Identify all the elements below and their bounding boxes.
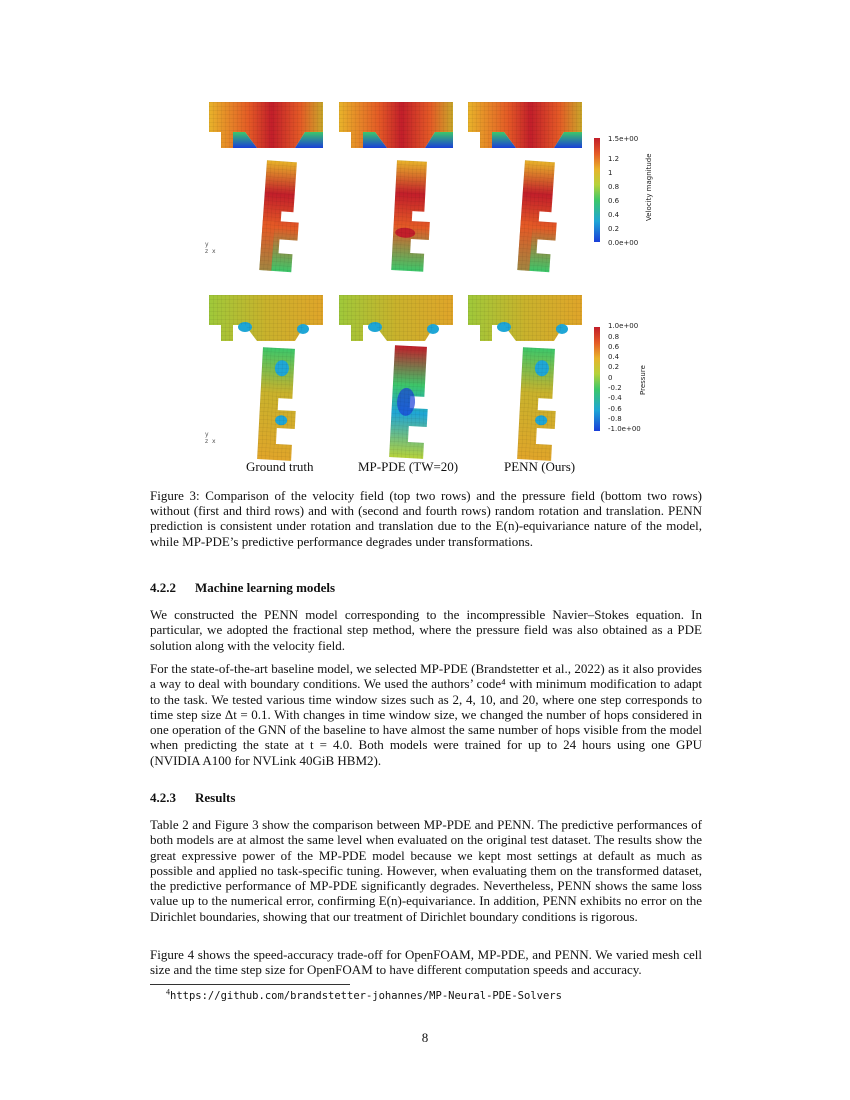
velocity-panel-ground-truth-rotated bbox=[259, 160, 303, 272]
velocity-panel-penn bbox=[468, 102, 582, 148]
pressure-tick: 0.2 bbox=[608, 363, 620, 371]
axes-glyph-pressure: y z x bbox=[205, 431, 216, 445]
footnote-link[interactable]: https://github.com/brandstetter-johannes/MP-Neural-PDE-Solvers bbox=[170, 990, 562, 1002]
velocity-colorbar bbox=[594, 138, 600, 242]
pressure-panel-ground-truth bbox=[209, 295, 323, 341]
velocity-panel-mp-pde-rotated bbox=[391, 160, 433, 272]
footnote-mark: 4 bbox=[166, 987, 170, 997]
velocity-tick: 0.0e+00 bbox=[608, 239, 639, 247]
pressure-panel-ground-truth-rotated bbox=[257, 347, 299, 461]
column-label-mp-pde: MP-PDE (TW=20) bbox=[358, 459, 459, 474]
velocity-tick: 0.6 bbox=[608, 197, 620, 205]
pressure-tick: 0.8 bbox=[608, 333, 620, 341]
pressure-tick: -1.0e+00 bbox=[608, 425, 641, 433]
footnote-divider bbox=[150, 984, 350, 985]
section-title: Machine learning models bbox=[195, 580, 336, 595]
column-label-ground-truth: Ground truth bbox=[246, 459, 314, 474]
section-number: 4.2.3 bbox=[150, 790, 176, 805]
pressure-tick: -0.8 bbox=[608, 415, 622, 423]
footnote bbox=[166, 987, 562, 1002]
figure-3-panels bbox=[195, 95, 665, 480]
section-number: 4.2.2 bbox=[150, 580, 176, 595]
pressure-tick: 0 bbox=[608, 374, 613, 382]
pressure-panel-mp-pde-rotated bbox=[389, 345, 431, 459]
velocity-tick: 0.2 bbox=[608, 225, 620, 233]
pressure-colorbar bbox=[594, 327, 600, 431]
pressure-tick: -0.2 bbox=[608, 384, 622, 392]
paragraph-speed-accuracy: Figure 4 shows the speed-accuracy trade-off for OpenFOAM, MP-PDE, and PENN. We varied mesh cell size and the time step size for OpenFOAM to have different computation speeds and accuracy. bbox=[150, 947, 702, 978]
pressure-tick: -0.6 bbox=[608, 405, 622, 413]
paragraph-baseline: For the state-of-the-art baseline model, we selected MP-PDE (Brandstetter et al., 2022) as it also provides a way to deal with boundary conditions. We used the authors’ code⁴ with minimum modification to adapt to the task. We tested various time window sizes such as 2, 4, 10, and 20, where one step corresponds to time step size Δt = 0.1. With changes in time window size, we changed the number of hops considered in one operation of the GNN of the baseline to have almost the same number of hops visible from the model when predicting the state at t = 4.0. Both models were trained for up to 24 hours using one GPU (NVIDIA A100 for NVLink 40GiB HBM2). bbox=[150, 661, 702, 768]
pressure-panel-penn bbox=[468, 295, 582, 341]
paragraph-results: Table 2 and Figure 3 show the comparison between MP-PDE and PENN. The predictive performances of both models are at almost the same level when evaluated on the original test dataset. The results show the great expressive power of the MP-PDE model because we kept most settings at default as much as possible and applied no task-specific tuning. However, when evaluating them on the transformed dataset, the predictive performance of MP-PDE significantly degrades. Nevertheless, PENN shows the same loss value up to the numerical error, confirming E(n)-equivariance. In addition, PENN exhibits no error on the Dirichlet boundaries, showing that our treatment of Dirichlet boundary conditions is rigorous. bbox=[150, 817, 702, 924]
page-number: 8 bbox=[421, 1030, 429, 1045]
velocity-panel-penn-rotated bbox=[517, 160, 561, 272]
paragraph-penn-model: We constructed the PENN model corresponding to the incompressible Navier–Stokes equation. In particular, we adopted the fractional step method, where the pressure field was also obtained as a PDE solution along with the velocity field. bbox=[150, 607, 702, 653]
velocity-panel-ground-truth bbox=[209, 102, 323, 148]
velocity-tick: 0.8 bbox=[608, 183, 620, 191]
figure-caption: Figure 3: Comparison of the velocity field (top two rows) and the pressure field (bottom two rows) without (first and third rows) and with (second and fourth rows) random rotation and translation. PENN prediction is consistent under rotation and translation due to the E(n)-equivariance nature of the model, while MP-PDE’s predictive performance degrades under transformations. bbox=[150, 488, 702, 549]
velocity-tick: 0.4 bbox=[608, 211, 620, 219]
velocity-panel-mp-pde bbox=[339, 102, 453, 148]
velocity-tick: 1.2 bbox=[608, 155, 620, 163]
pressure-panel-mp-pde bbox=[339, 295, 453, 341]
figure-3 bbox=[195, 95, 665, 480]
section-title: Results bbox=[195, 790, 236, 805]
section-heading-4-2-3 bbox=[150, 790, 235, 806]
velocity-colorbar-title: Velocity magnitude bbox=[645, 153, 653, 221]
section-heading-4-2-2 bbox=[150, 580, 335, 596]
pressure-tick: 1.0e+00 bbox=[608, 322, 639, 330]
pressure-tick: 0.4 bbox=[608, 353, 620, 361]
pressure-panel-penn-rotated bbox=[517, 347, 559, 461]
pressure-tick: -0.4 bbox=[608, 394, 622, 402]
axes-glyph-velocity: y z x bbox=[205, 241, 216, 255]
pressure-colorbar-title: Pressure bbox=[639, 365, 647, 395]
pressure-tick: 0.6 bbox=[608, 343, 620, 351]
velocity-tick: 1 bbox=[608, 169, 613, 177]
velocity-tick: 1.5e+00 bbox=[608, 135, 639, 143]
column-label-penn: PENN (Ours) bbox=[504, 459, 576, 474]
